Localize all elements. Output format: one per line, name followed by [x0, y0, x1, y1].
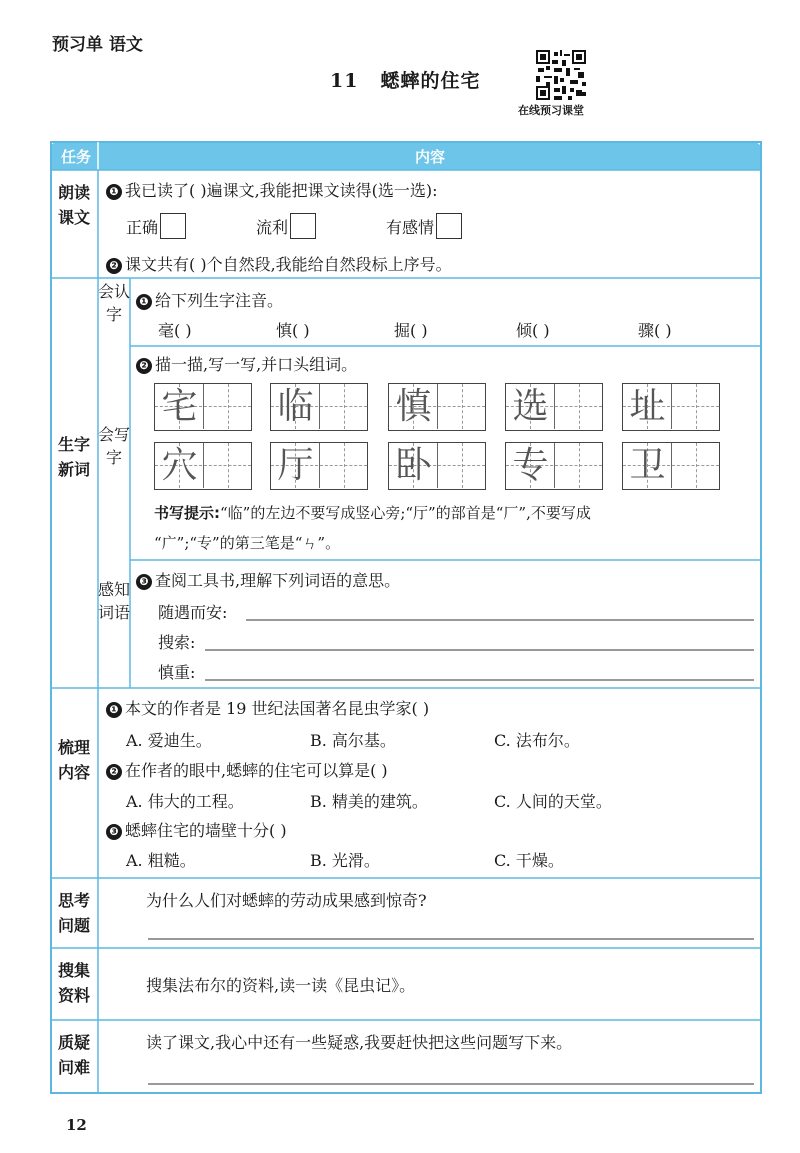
sort-question-2 — [106, 758, 388, 781]
trace-char: 穴 — [161, 445, 198, 486]
think-question: 为什么人们对蟋蟀的劳动成果感到惊奇? — [146, 891, 427, 910]
doubt-task: 读了课文,我心中还有一些疑惑,我要赶快把这些问题写下来。 — [146, 1033, 573, 1052]
reading-q2-text: 课文共有( )个自然段,我能给自然段标上序号。 — [125, 255, 452, 274]
sort-q3-option-c[interactable]: C. 干燥。 — [494, 851, 564, 870]
recognize-q-text: 给下列生字注音。 — [155, 291, 284, 310]
option-fluent-label: 流利 — [256, 218, 289, 237]
trace-char: 卫 — [629, 445, 666, 486]
checkbox-emotional[interactable] — [436, 213, 462, 239]
trace-char: 选 — [512, 386, 549, 427]
lesson-number: 11 — [330, 70, 359, 92]
sort-question-1 — [106, 696, 429, 719]
table-frame — [50, 140, 762, 1094]
pinyin-item-3[interactable]: 掘( ) — [394, 321, 428, 340]
marker-3: ❸ — [106, 824, 122, 840]
sort-q1-option-a[interactable]: A. 爱迪生。 — [126, 731, 212, 750]
writing-grid[interactable] — [622, 442, 720, 490]
word-label-1: 随遇而安: — [158, 603, 228, 622]
marker-1: ❶ — [106, 184, 122, 200]
option-emotional-label: 有感情 — [386, 218, 435, 237]
perceive-q-text: 查阅工具书,理解下列词语的意思。 — [155, 571, 401, 590]
trace-char: 慎 — [395, 386, 432, 427]
word-label-2: 搜索: — [158, 633, 196, 652]
writing-grid[interactable] — [154, 442, 252, 490]
marker-2: ❷ — [136, 358, 152, 374]
column-header-task: 任务 — [60, 148, 91, 166]
page-number: 12 — [66, 1116, 87, 1134]
pinyin-item-1[interactable]: 毫( ) — [158, 321, 192, 340]
trace-char: 卧 — [395, 445, 432, 486]
sub-label-perceive: 感知词语 — [98, 580, 131, 622]
sort-question-3 — [106, 818, 287, 841]
lesson-name: 蟋蟀的住宅 — [380, 70, 481, 92]
sort-q2-option-b[interactable]: B. 精美的建筑。 — [310, 792, 428, 811]
sort-q3-text: 蟋蟀住宅的墙壁十分( ) — [125, 821, 287, 840]
writing-grid[interactable] — [388, 442, 486, 490]
reading-q1-text: 我已读了( )遍课文,我能把课文读得(选一选): — [125, 181, 438, 200]
sort-q2-option-a[interactable]: A. 伟大的工程。 — [126, 792, 244, 811]
option-fluent[interactable] — [256, 213, 316, 239]
writing-hint-text-1: “临”的左边不要写成竖心旁;“厅”的部首是“厂”,不要写成 — [220, 504, 591, 522]
section-label-collect: 搜集资料 — [57, 961, 90, 1005]
reading-question-1 — [106, 178, 438, 201]
write-question — [136, 352, 357, 375]
writing-grid[interactable] — [270, 383, 368, 431]
sort-q1-text: 本文的作者是 19 世纪法国著名昆虫学家( ) — [125, 699, 430, 718]
collect-task: 搜集法布尔的资料,读一读《昆虫记》。 — [146, 976, 416, 995]
writing-grid[interactable] — [505, 383, 603, 431]
writing-grid[interactable] — [270, 442, 368, 490]
section-label-doubt: 质疑问难 — [57, 1033, 90, 1077]
option-correct-label: 正确 — [126, 218, 159, 237]
qr-caption: 在线预习课堂 — [518, 104, 584, 117]
marker-1: ❶ — [136, 294, 152, 310]
pinyin-item-4[interactable]: 倾( ) — [516, 321, 550, 340]
sort-q1-option-b[interactable]: B. 高尔基。 — [310, 731, 396, 750]
writing-grid[interactable] — [505, 442, 603, 490]
option-emotional[interactable] — [386, 213, 462, 239]
pinyin-item-5[interactable]: 骤( ) — [638, 321, 672, 340]
pinyin-item-2[interactable]: 慎( ) — [276, 321, 310, 340]
recognize-question — [136, 288, 283, 311]
writing-hint-label: 书写提示: — [154, 504, 220, 522]
header-subject: 预习单 语文 — [52, 35, 143, 55]
writing-grid[interactable] — [388, 383, 486, 431]
task-table — [50, 140, 762, 1094]
perceive-question — [136, 568, 400, 591]
section-label-sort: 梳理内容 — [57, 738, 90, 782]
word-label-3: 慎重: — [158, 663, 196, 682]
sub-label-recognize: 会认字 — [98, 282, 131, 324]
sort-q2-option-c[interactable]: C. 人间的天堂。 — [494, 792, 612, 811]
write-q-text: 描一描,写一写,并口头组词。 — [155, 355, 358, 374]
reading-question-2 — [106, 252, 452, 275]
section-label-reading: 朗读课文 — [57, 183, 90, 227]
sub-label-write: 会写字 — [98, 425, 131, 467]
sort-q1-option-c[interactable]: C. 法布尔。 — [494, 731, 580, 750]
marker-1: ❶ — [106, 702, 122, 718]
writing-grid[interactable] — [154, 383, 252, 431]
writing-hint-line-2: “广”;“专”的第三笔是“ㄣ”。 — [154, 534, 341, 552]
trace-char: 宅 — [161, 386, 198, 427]
trace-char: 临 — [277, 386, 314, 427]
checkbox-correct[interactable] — [160, 213, 186, 239]
trace-char: 厅 — [277, 445, 314, 486]
marker-3: ❸ — [136, 574, 152, 590]
qr-code-icon[interactable] — [536, 50, 586, 100]
section-label-vocab: 生字新词 — [57, 435, 90, 479]
option-correct[interactable] — [126, 213, 186, 239]
marker-2: ❷ — [106, 258, 122, 274]
column-header-content: 内容 — [414, 148, 445, 166]
writing-grid[interactable] — [622, 383, 720, 431]
sort-q3-option-a[interactable]: A. 粗糙。 — [126, 851, 196, 870]
checkbox-fluent[interactable] — [290, 213, 316, 239]
section-label-think: 思考问题 — [57, 891, 90, 935]
marker-2: ❷ — [106, 764, 122, 780]
trace-char: 专 — [512, 445, 549, 486]
sort-q2-text: 在作者的眼中,蟋蟀的住宅可以算是( ) — [125, 761, 388, 780]
sort-q3-option-b[interactable]: B. 光滑。 — [310, 851, 380, 870]
lesson-title — [330, 66, 480, 93]
trace-char: 址 — [629, 386, 666, 427]
writing-hint-line-1 — [154, 502, 591, 523]
